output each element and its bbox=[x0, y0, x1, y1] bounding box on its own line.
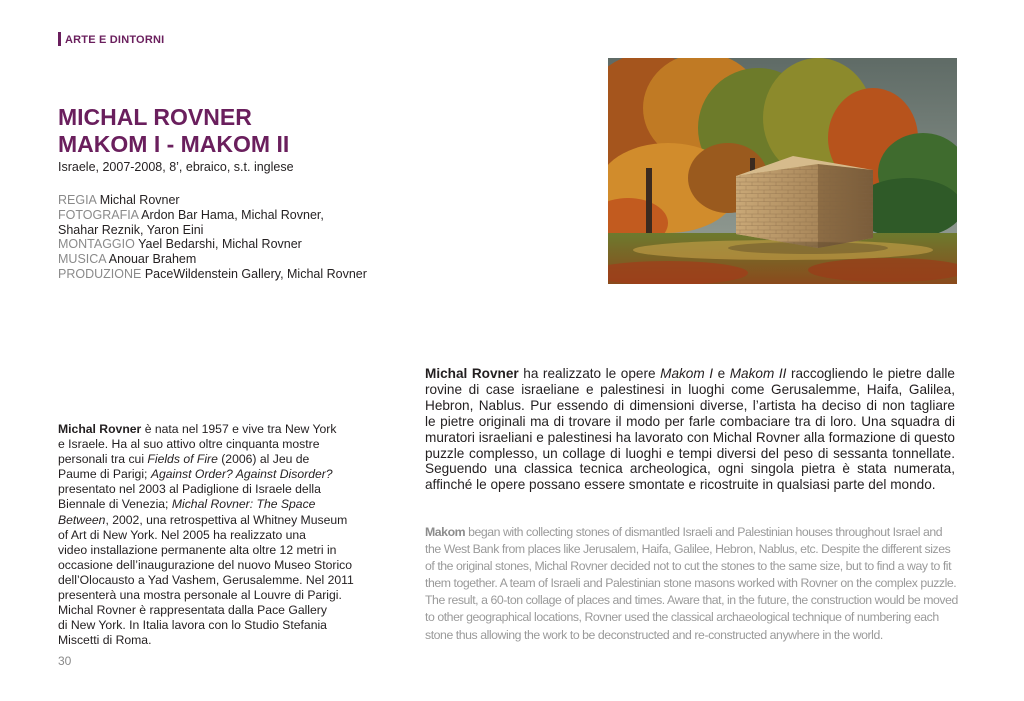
bio-line: di New York. In Italia lavora con lo Studio Stefania bbox=[58, 618, 327, 633]
credit-fotografia bbox=[58, 208, 378, 223]
bio-line: presenterà una mostra personale al Louvre di Parigi. bbox=[58, 588, 342, 603]
eng-line: The result, a 60-ton collage of places and times. Aware that, in the future, the construction would be moved bbox=[425, 593, 958, 608]
credit-regia bbox=[58, 193, 378, 208]
title-artist: MICHAL ROVNER bbox=[58, 104, 252, 130]
ita-line: le pietre originali ma di trovare il modo per farle combaciare tra di loro. Una squadra di bbox=[425, 413, 955, 429]
artist-biography bbox=[58, 422, 354, 648]
section-label: ARTE E DINTORNI bbox=[65, 34, 165, 46]
english-description bbox=[425, 524, 958, 644]
bio-line: Michal Rovner è nata nel 1957 e vive tra New York bbox=[58, 422, 337, 436]
eng-line: of the original stones, Michal Rovner decided not to cut the stones to the same size, but to find a way to fit bbox=[425, 559, 952, 574]
credit-fotografia-cont bbox=[58, 223, 378, 238]
bio-line: of Art di New York. Nel 2005 ha realizzato una bbox=[58, 527, 306, 542]
artwork-photo bbox=[608, 58, 957, 284]
credit-value: Shahar Reznik, Yaron Eini bbox=[58, 222, 204, 237]
credit-produzione bbox=[58, 267, 378, 282]
bio-artist-name: Michal Rovner bbox=[58, 422, 142, 436]
bio-line: occasione dell’inaugurazione del nuovo Museo Storico bbox=[58, 557, 353, 572]
bio-line: Paume di Parigi; Against Order? Against Disorder? bbox=[58, 467, 333, 482]
credit-value: Michal Rovner bbox=[99, 193, 180, 207]
bio-line: Biennale di Venezia; Michal Rovner: The Space bbox=[58, 497, 316, 512]
bio-line: e Israele. Ha al suo attivo oltre cinquanta mostre bbox=[58, 437, 320, 452]
section-header bbox=[58, 32, 164, 46]
credit-musica bbox=[58, 252, 378, 267]
ita-line: muratori israeliani e palestinesi ha lavorato con Michal Rovner alla formazione di questo bbox=[425, 429, 955, 445]
ita-line: puzzle complesso, un collage di luoghi e tempi diversi del peso di sessanta tonnellate. bbox=[425, 445, 955, 461]
bio-line: dell’Olocausto a Yad Vashem, Gerusalemme. Nel 2011 bbox=[58, 572, 354, 587]
credit-value: Ardon Bar Hama, Michal Rovner, bbox=[141, 207, 324, 222]
eng-line: them together. A team of Israeli and Palestinian stone masons worked with Rovner on the complex puzzle. bbox=[425, 576, 957, 591]
page-number: 30 bbox=[58, 654, 72, 668]
credit-value: PaceWildenstein Gallery, Michal Rovner bbox=[144, 266, 367, 281]
bio-line: video installazione permanente alta oltre 12 metri in bbox=[58, 542, 337, 557]
bio-line: Michal Rovner è rappresentata dalla Pace Gallery bbox=[58, 603, 327, 618]
credits-block bbox=[58, 193, 378, 282]
credit-label: FOTOGRAFIA bbox=[58, 207, 139, 222]
credit-label: MUSICA bbox=[58, 252, 106, 267]
title-work: MAKOM I - MAKOM II bbox=[58, 131, 290, 157]
bio-line: Miscetti di Roma. bbox=[58, 633, 152, 648]
ita-line: Hebron, Nablus. Pur essendo di dimensioni diverse, l’artista ha deciso di non tagliare bbox=[425, 397, 955, 413]
bio-line: presentato nel 2003 al Padiglione di Israele della bbox=[58, 482, 321, 497]
eng-line: Makom began with collecting stones of dismantled Israeli and Palestinian houses throughout Israel and bbox=[425, 525, 943, 539]
section-marker-bar bbox=[58, 32, 61, 46]
credit-value: Anouar Brahem bbox=[108, 252, 197, 267]
bio-line: personali tra cui Fields of Fire (2006) al Jeu de bbox=[58, 452, 310, 467]
credit-label: REGIA bbox=[58, 193, 97, 207]
bio-line: Between, 2002, una retrospettiva al Whitney Museum bbox=[58, 512, 348, 527]
eng-line: to other geographical locations, Rovner used the classical archaeological technique of numbering each bbox=[425, 610, 939, 625]
page-title bbox=[58, 104, 289, 158]
credit-value: Yael Bedarshi, Michal Rovner bbox=[138, 237, 302, 252]
eng-line: stone thus allowing the work to be deconstructed and re-constructed anywhere in the world. bbox=[425, 627, 883, 642]
ita-line: Seguendo una classica tecnica archeologica, ogni singola pietra è stata numerata, bbox=[425, 461, 955, 477]
credit-label: PRODUZIONE bbox=[58, 266, 142, 281]
eng-line: the West Bank from places like Jerusalem, Haifa, Galilee, Hebron, Nablus, etc. Despite the different sizes bbox=[425, 542, 951, 557]
credit-montaggio bbox=[58, 237, 378, 252]
stone-cube-in-park-image bbox=[608, 58, 957, 284]
ita-line: Michal Rovner ha realizzato le opere Makom I e Makom II raccogliendo le pietre dalle bbox=[425, 366, 955, 381]
ita-line: affinché le opere possano essere smontate e ricostruite in qualsiasi parte del mondo. bbox=[425, 477, 936, 493]
italian-description bbox=[425, 366, 955, 493]
credit-label: MONTAGGIO bbox=[58, 237, 135, 252]
film-info: Israele, 2007-2008, 8’, ebraico, s.t. inglese bbox=[58, 160, 294, 174]
ita-line: rovine di case israeliane e palestinesi in luoghi come Gerusalemme, Haifa, Galilea, bbox=[425, 381, 955, 397]
